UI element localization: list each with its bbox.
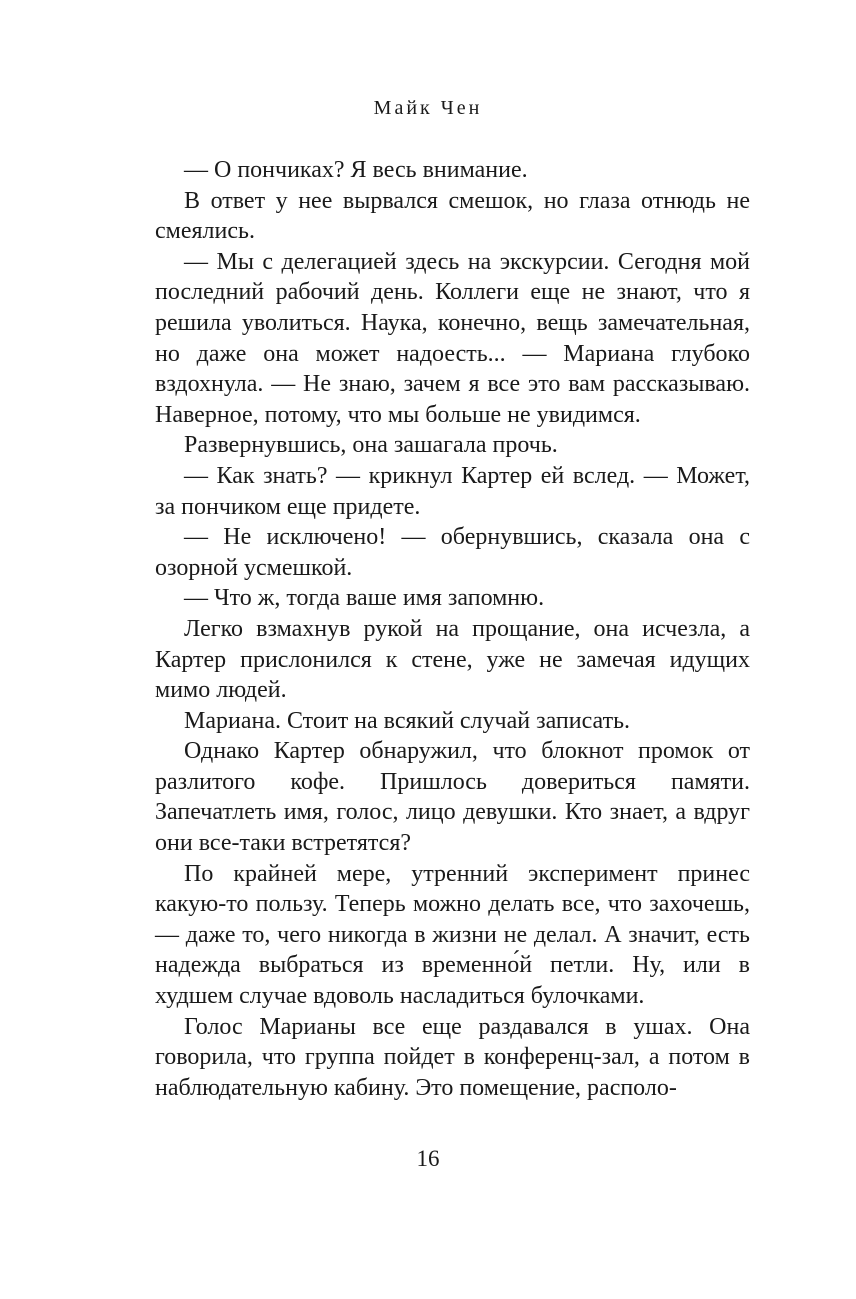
paragraph: — Не исключено! — обернувшись, сказала она с озорной усмешкой. [155, 524, 750, 581]
paragraph: Развернувшись, она зашагала прочь. [184, 432, 558, 459]
paragraph: Однако Картер обнаружил, что блокнот промок от разлитого кофе. Пришлось довериться памяти. Запечатлеть имя, голос, лицо девушки. Кто знает, а вдруг они все-таки встретятся? [155, 738, 750, 857]
paragraph: Мариана. Стоит на всякий случай записать. [184, 707, 631, 734]
paragraph: — О пончиках? Я весь внимание. [184, 157, 528, 183]
page-number: 16 [416, 1146, 440, 1171]
paragraph: Легко взмахнув рукой на прощание, она исчезла, а Картер прислонился к стене, уже не замечая идущих мимо людей. [155, 615, 750, 704]
paragraph: — Что ж, тогда ваше имя запомню. [184, 585, 545, 612]
paragraph: В ответ у нее вырвался смешок, но глаза отнюдь не смеялись. [155, 187, 750, 245]
paragraph: — Мы с делегацией здесь на экскурсии. Сегодня мой последний рабочий день. Коллеги еще не знают, что я решила уволиться. Наука, конечно, вещь замечательная, но даже она может надоесть... — Мариана глубоко вздохнула. — Не знаю, зачем я все это вам рассказываю. Наверное, потому, что мы больше не увидимся. [155, 248, 750, 428]
paragraph: По крайней мере, утренний эксперимент принес какую-то пользу. Теперь можно делать все, что захочешь, — даже то, чего никогда в жизни не делал. А значит, есть надежда выбраться из временно́й петли. Ну, или в худшем случае вдоволь насладиться булочками. [155, 860, 750, 1010]
paragraph: — Как знать? — крикнул Картер ей вслед. — Может, за пончиком еще придете. [155, 462, 750, 520]
running-head-author: Майк Чен [373, 97, 483, 119]
paragraph: Голос Марианы все еще раздавался в ушах. Она говорила, что группа пойдет в конференц-зал, а потом в наблюдательную кабину. Это помещение, располо- [155, 1013, 750, 1101]
body-text [155, 155, 750, 1103]
